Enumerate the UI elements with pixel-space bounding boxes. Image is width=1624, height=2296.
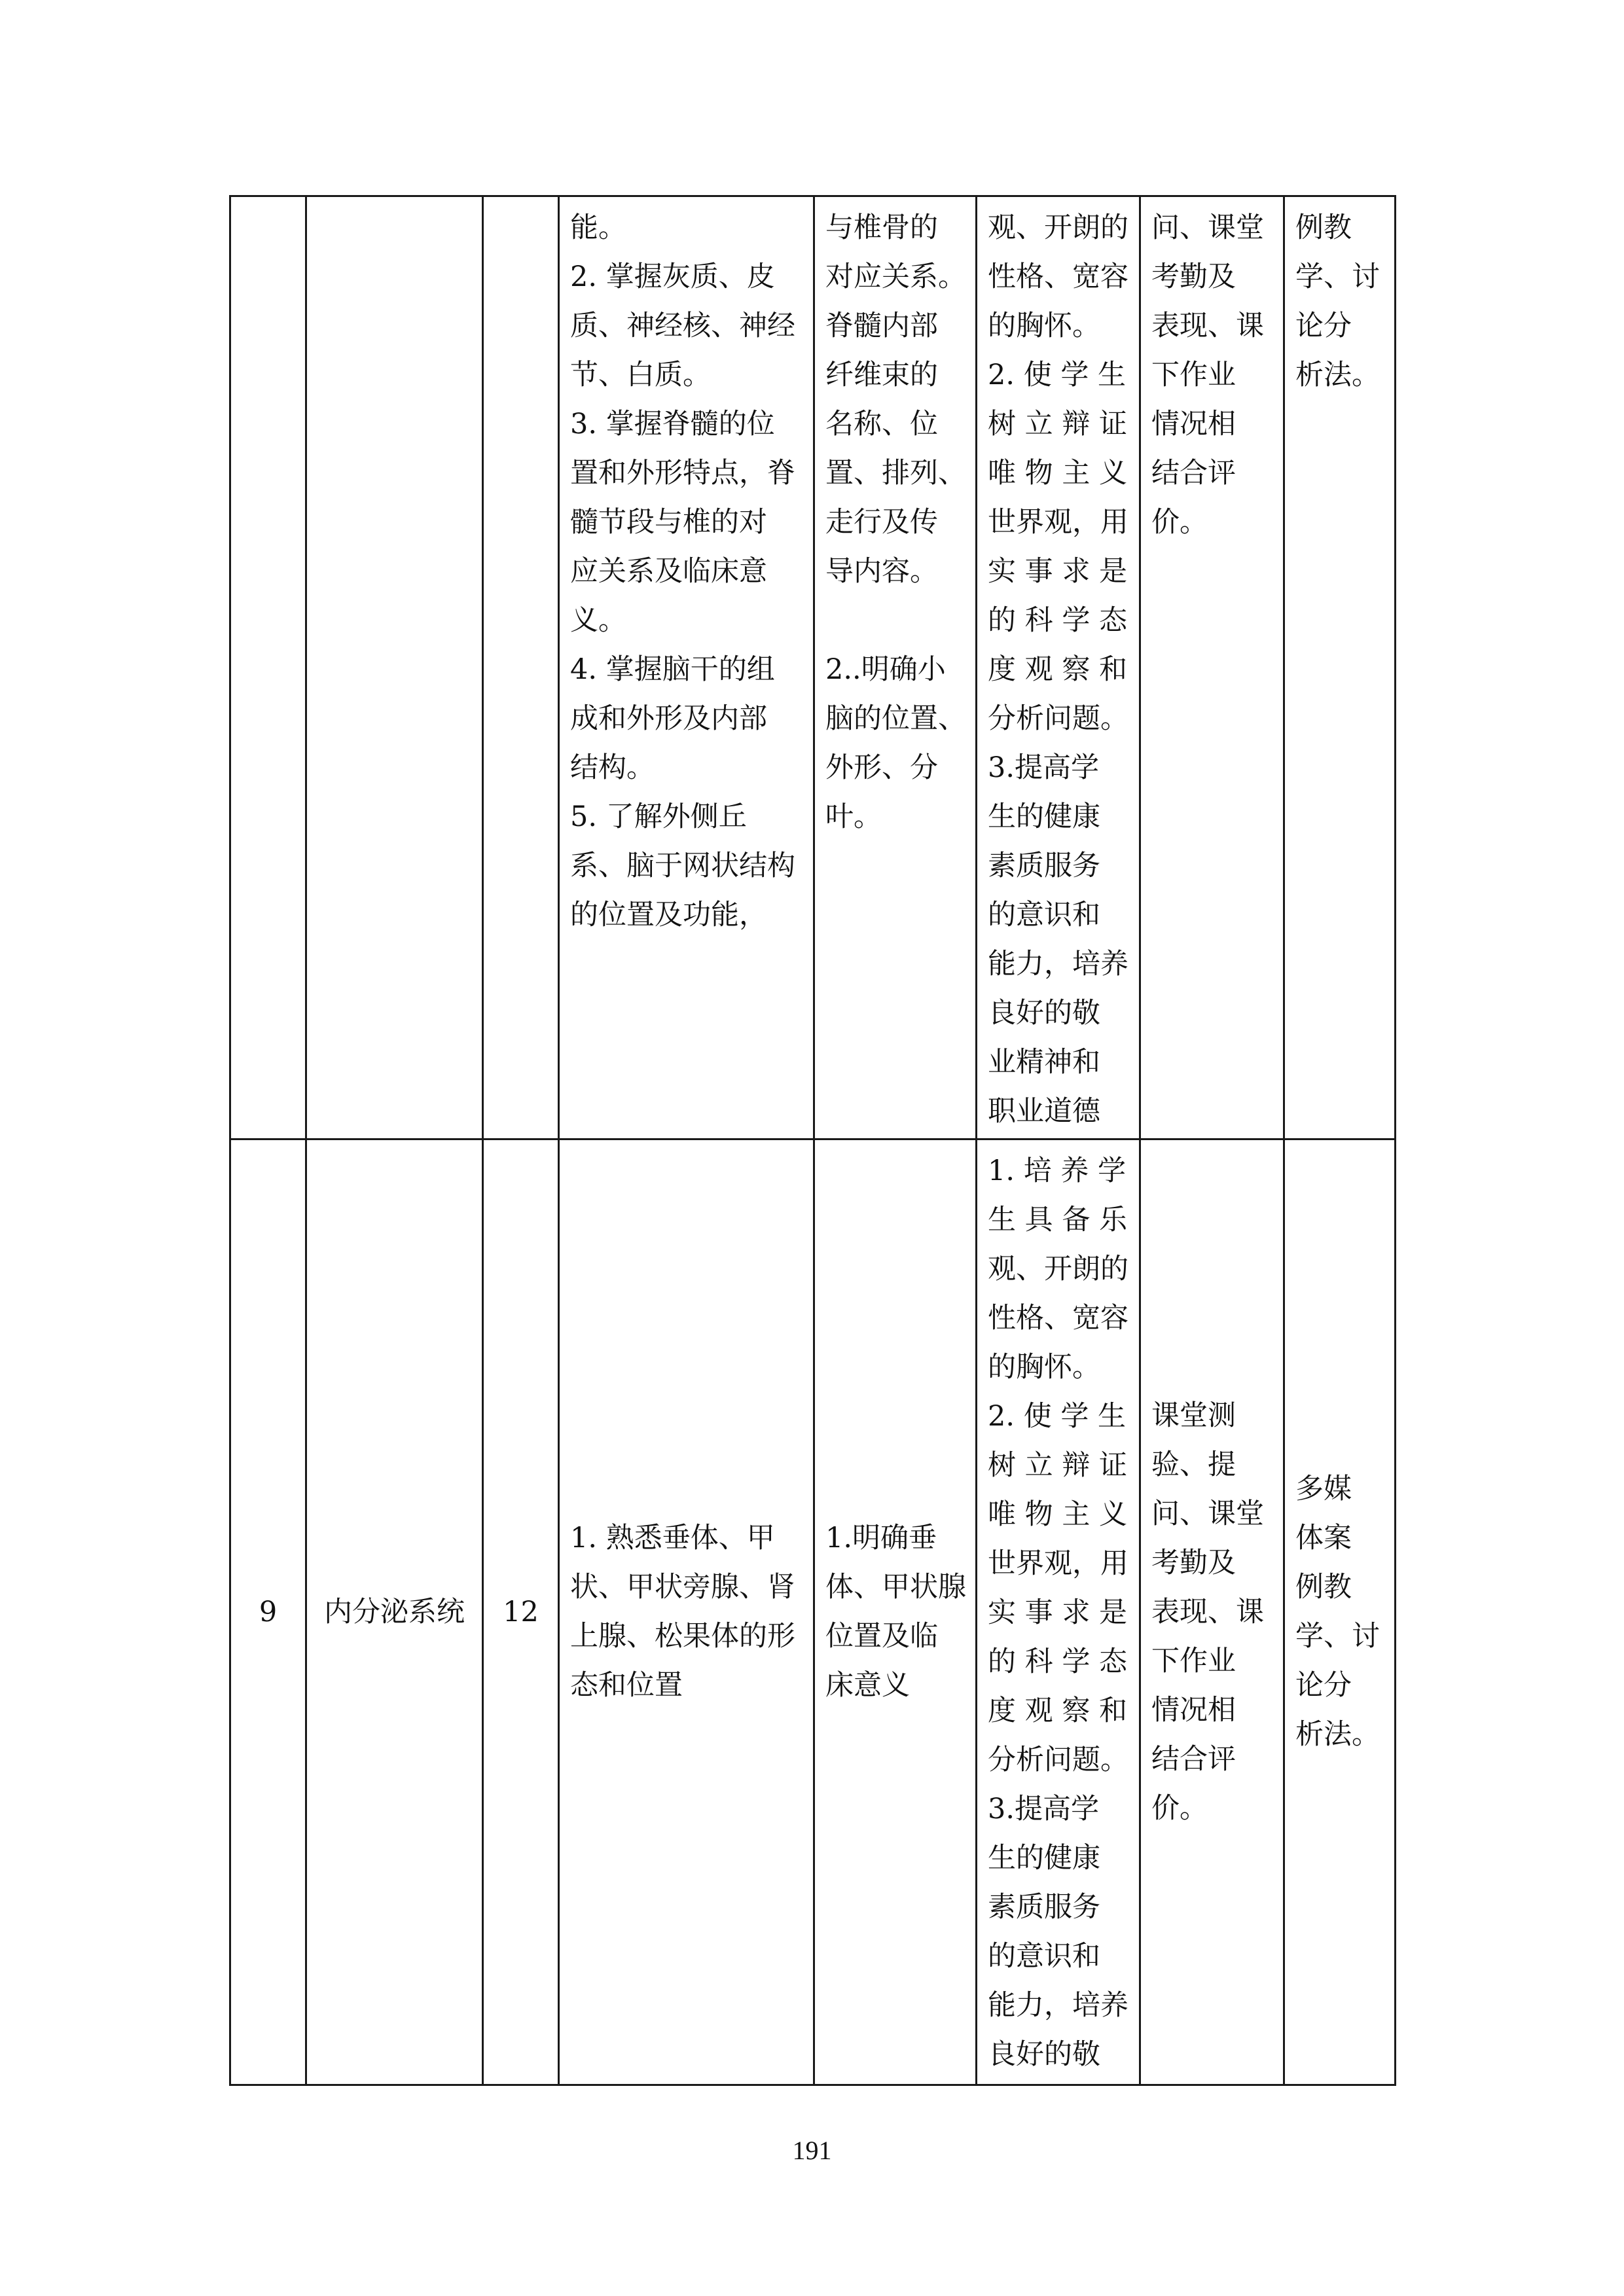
cell-knowledge	[559, 196, 814, 1139]
text-line	[825, 596, 965, 645]
text-line: 学、讨	[1295, 1620, 1380, 1653]
text-line: 世界观，用	[988, 506, 1128, 539]
text-line: 分析问题。	[988, 1744, 1128, 1776]
cell-knowledge	[559, 1139, 814, 2085]
text-line: 情况相	[1151, 1693, 1236, 1727]
cell-assessment	[1140, 196, 1284, 1139]
text-line: 置和外形特点，脊	[570, 457, 795, 490]
text-line: 学、讨	[1295, 260, 1380, 293]
text-line: 走行及传	[825, 506, 938, 539]
page-number: 191	[792, 2136, 832, 2165]
text-line: 价。	[1151, 1791, 1208, 1825]
text-line: 系、脑于网状结构	[570, 850, 795, 882]
text-line: 世界观，用	[988, 1547, 1128, 1580]
text-line: 性格、宽容	[988, 1302, 1128, 1335]
text-line: 纤维束的	[825, 359, 938, 391]
text-line: 3.提高学	[988, 751, 1100, 784]
text-line: 问、课堂	[1151, 1497, 1264, 1530]
text-line: 实 事 求 是	[988, 555, 1128, 588]
text-line: 度 观 察 和	[988, 1695, 1128, 1727]
cell-skills	[814, 196, 977, 1139]
text-line: 2. 使 学 生	[988, 1400, 1127, 1433]
text-line: 素质服务	[988, 850, 1100, 882]
text-line: 态和位置	[570, 1669, 683, 1702]
text-line: 观、开朗的	[988, 1253, 1128, 1285]
text-line: 分析问题。	[988, 702, 1128, 735]
text-line: 业精神和	[988, 1046, 1100, 1079]
text-line: 验、提	[1151, 1448, 1236, 1481]
text-line: 置、排列、	[825, 457, 966, 490]
text-line: 课堂测	[1151, 1399, 1236, 1432]
cell-method	[1284, 196, 1396, 1139]
text-line: 1. 培 养 学	[988, 1155, 1127, 1187]
module-name: 内分泌系统	[324, 1595, 465, 1628]
syllabus-table	[229, 195, 1396, 2086]
cell-module	[306, 196, 483, 1139]
text-line: 2. 使 学 生	[988, 359, 1127, 391]
table-row	[230, 1139, 1396, 2085]
cell-quality	[977, 1139, 1140, 2085]
text-line: 唯 物 主 义	[988, 1498, 1128, 1531]
text-line: 外形、分	[825, 751, 938, 784]
text-line: 结合评	[1151, 457, 1236, 490]
text-line: 对应关系。	[825, 260, 966, 293]
text-line: 能。	[570, 211, 626, 244]
text-line: 2..明确小	[825, 653, 946, 686]
cell-hours	[483, 1139, 559, 2085]
row-index: 9	[259, 1595, 278, 1628]
cell-index	[230, 1139, 306, 2085]
text-line: 树 立 辩 证	[988, 1449, 1128, 1482]
text-line: 的胸怀。	[988, 310, 1100, 342]
table-row	[230, 196, 1396, 1139]
text-line: 论分	[1295, 310, 1352, 342]
text-line: 的 科 学 态	[988, 1645, 1128, 1678]
text-line: 表现、课	[1151, 1595, 1264, 1628]
cell-hours	[483, 196, 559, 1139]
cell-method	[1284, 1139, 1396, 2085]
text-line: 上腺、松果体的形	[570, 1620, 795, 1653]
text-line: 状、甲状旁腺、肾	[570, 1571, 795, 1604]
text-line: 名称、位	[825, 408, 938, 440]
text-line: 素质服务	[988, 1891, 1100, 1924]
text-line: 3. 掌握脊髓的位	[570, 408, 775, 440]
text-line: 应关系及临床意	[570, 555, 767, 588]
text-line: 度 观 察 和	[988, 653, 1128, 686]
text-line: 2. 掌握灰质、皮	[570, 260, 775, 293]
text-line: 论分	[1295, 1669, 1352, 1702]
text-line: 1.明确垂	[825, 1522, 937, 1554]
text-line: 价。	[1151, 506, 1208, 539]
text-line: 4. 掌握脑干的组	[570, 653, 775, 686]
text-line: 节、白质。	[570, 359, 711, 391]
text-line: 生的健康	[988, 800, 1100, 833]
cell-quality	[977, 196, 1140, 1139]
text-line: 的意识和	[988, 899, 1100, 931]
text-line: 5. 了解外侧丘	[570, 800, 747, 833]
text-line: 结合评	[1151, 1742, 1236, 1776]
text-line: 生 具 备 乐	[988, 1204, 1128, 1236]
text-line: 考勤及	[1151, 260, 1236, 293]
cell-skills	[814, 1139, 977, 2085]
text-line: 考勤及	[1151, 1546, 1236, 1579]
text-line: 的位置及功能，	[570, 899, 767, 931]
text-line: 析法。	[1295, 359, 1380, 391]
text-line: 职业道德	[988, 1095, 1100, 1128]
text-line: 导内容。	[825, 555, 938, 588]
text-line: 观、开朗的	[988, 211, 1128, 244]
text-line: 性格、宽容	[988, 260, 1128, 293]
text-line: 位置及临	[825, 1620, 938, 1653]
text-line: 树 立 辩 证	[988, 408, 1128, 440]
text-line: 多媒	[1295, 1473, 1352, 1505]
text-line: 床意义	[825, 1669, 910, 1702]
text-line: 生的健康	[988, 1842, 1100, 1874]
cell-assessment	[1140, 1139, 1284, 2085]
text-line: 1. 熟悉垂体、甲	[570, 1522, 775, 1554]
text-line: 义。	[570, 604, 626, 637]
text-line: 实 事 求 是	[988, 1596, 1128, 1629]
text-line: 情况相	[1151, 408, 1236, 440]
text-line: 良好的敬	[988, 2038, 1100, 2071]
text-line: 叶。	[825, 800, 882, 833]
cell-module	[306, 1139, 483, 2085]
text-line: 下作业	[1151, 1644, 1236, 1677]
text-line: 脑的位置、	[825, 702, 966, 735]
text-line: 例教	[1295, 211, 1352, 244]
text-line: 与椎骨的	[825, 211, 938, 244]
text-line: 质、神经核、神经	[570, 310, 795, 342]
text-line: 体、甲状腺	[825, 1571, 966, 1604]
text-line: 唯 物 主 义	[988, 457, 1128, 490]
text-line: 良好的敬	[988, 997, 1100, 1030]
hours-value: 12	[503, 1595, 539, 1628]
text-line: 表现、课	[1151, 310, 1264, 342]
text-line: 脊髓内部	[825, 310, 938, 342]
text-line: 结构。	[570, 751, 655, 784]
text-line: 问、课堂	[1151, 211, 1264, 244]
text-line: 析法。	[1295, 1718, 1380, 1751]
text-line: 成和外形及内部	[570, 702, 767, 735]
text-line: 的胸怀。	[988, 1351, 1100, 1384]
text-line: 3.提高学	[988, 1793, 1100, 1825]
text-line: 能力，培养	[988, 1989, 1128, 2022]
text-line: 的 科 学 态	[988, 604, 1128, 637]
text-line: 体案	[1295, 1522, 1352, 1554]
cell-index	[230, 196, 306, 1139]
text-line: 的意识和	[988, 1940, 1100, 1973]
text-line: 髓节段与椎的对	[570, 506, 767, 539]
text-line: 能力，培养	[988, 948, 1128, 980]
text-line: 下作业	[1151, 359, 1236, 391]
text-line: 例教	[1295, 1571, 1352, 1604]
